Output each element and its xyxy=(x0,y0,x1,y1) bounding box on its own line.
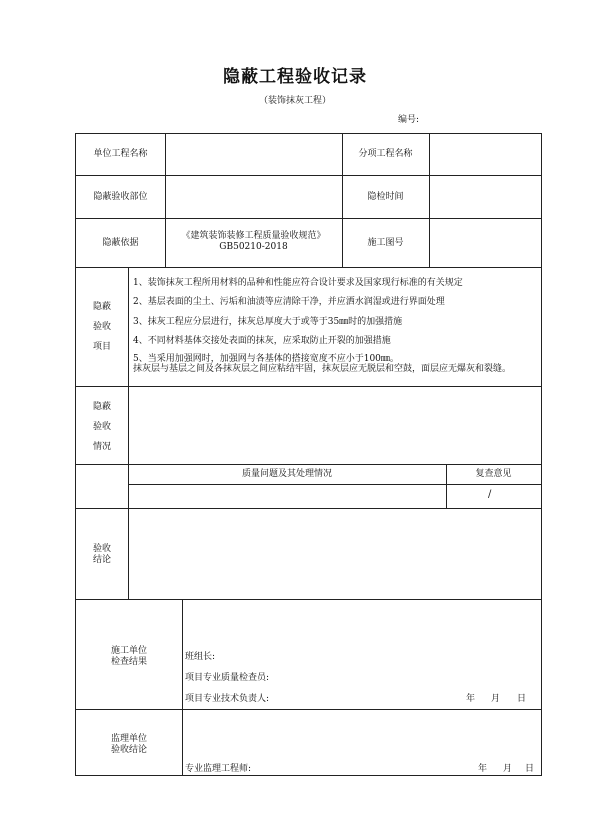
construction-unit-check-label: 施工单位 检查结果 xyxy=(110,646,147,667)
team-leader-field[interactable]: 班组长: xyxy=(185,652,216,662)
row-divider xyxy=(76,386,541,387)
row-divider xyxy=(76,464,541,465)
supervising-engineer-field[interactable]: 专业监理工程师: xyxy=(185,764,252,774)
review-opinion-header: 复查意见 xyxy=(475,469,512,479)
unit-project-name-label: 单位工程名称 xyxy=(93,149,148,159)
row-divider xyxy=(76,599,541,600)
construction-date-day: 日 xyxy=(517,694,527,704)
inspection-item-2: 2、基层表面的尘土、污垢和油渍等应清除干净，并应洒水润湿或进行界面处理 xyxy=(133,297,445,307)
quality-issues-header: 质量问题及其处理情况 xyxy=(241,469,332,479)
row-divider xyxy=(76,508,541,509)
row-divider xyxy=(76,175,541,176)
supervision-date-day: 日 xyxy=(525,764,535,774)
col-divider xyxy=(429,134,430,267)
inspection-time-label: 隐检时间 xyxy=(367,192,404,202)
hidden-basis-label: 隐蔽依据 xyxy=(102,238,139,248)
technical-lead-field[interactable]: 项目专业技术负责人: xyxy=(185,694,270,704)
inspection-item-5-continued: 抹灰层与基层之间及各抹灰层之间应粘结牢固，抹灰层应无脱层和空鼓，面层应无爆灰和裂缝。 xyxy=(133,364,512,374)
inspection-item-4: 4、不同材料基体交接处表面的抹灰，应采取防止开裂的加强措施 xyxy=(133,336,391,346)
sub-project-name-label: 分项工程名称 xyxy=(358,149,413,159)
inspection-item-5: 5、当采用加强网时，加强网与各基体的搭接宽度不应小于100㎜。 xyxy=(133,354,399,364)
basis-standard-name: 《建筑装饰装修工程质量验收规范》 xyxy=(181,231,326,241)
row-divider xyxy=(76,218,541,219)
inspection-item-3: 3、抹灰工程应分层进行，抹灰总厚度大于或等于35㎜时的加强措施 xyxy=(133,317,403,327)
supervision-unit-conclusion-label: 监理单位 验收结论 xyxy=(110,734,147,755)
construction-date-month: 月 xyxy=(491,694,501,704)
review-opinion-value[interactable]: / xyxy=(488,489,492,500)
row-divider xyxy=(76,267,541,268)
page-title: 隐蔽工程验收记录 xyxy=(223,67,367,87)
doc-number-label: 编号: xyxy=(398,115,420,125)
record-table xyxy=(75,133,542,776)
drawing-number-label: 施工图号 xyxy=(367,238,404,248)
row-divider xyxy=(76,709,541,710)
construction-date-year: 年 xyxy=(466,694,476,704)
hidden-inspection-part-label: 隐蔽验收部位 xyxy=(93,192,148,202)
supervision-date-year: 年 xyxy=(478,764,488,774)
col-divider xyxy=(128,508,129,599)
basis-standard-code: GB50210-2018 xyxy=(219,242,288,252)
inspection-items-label: 隐蔽 验收 项目 xyxy=(92,302,111,352)
inspection-status-label: 隐蔽 验收 情况 xyxy=(92,402,111,452)
col-divider xyxy=(182,599,183,776)
quality-inspector-field[interactable]: 项目专业质量检查员: xyxy=(185,673,270,683)
page-subtitle: （装饰抹灰工程） xyxy=(258,96,331,106)
supervision-date-month: 月 xyxy=(503,764,513,774)
inspection-item-1: 1、装饰抹灰工程所用材料的品种和性能应符合设计要求及国家现行标准的有关规定 xyxy=(133,278,463,288)
acceptance-conclusion-label: 验收 结论 xyxy=(92,544,111,565)
row-divider xyxy=(128,484,541,485)
